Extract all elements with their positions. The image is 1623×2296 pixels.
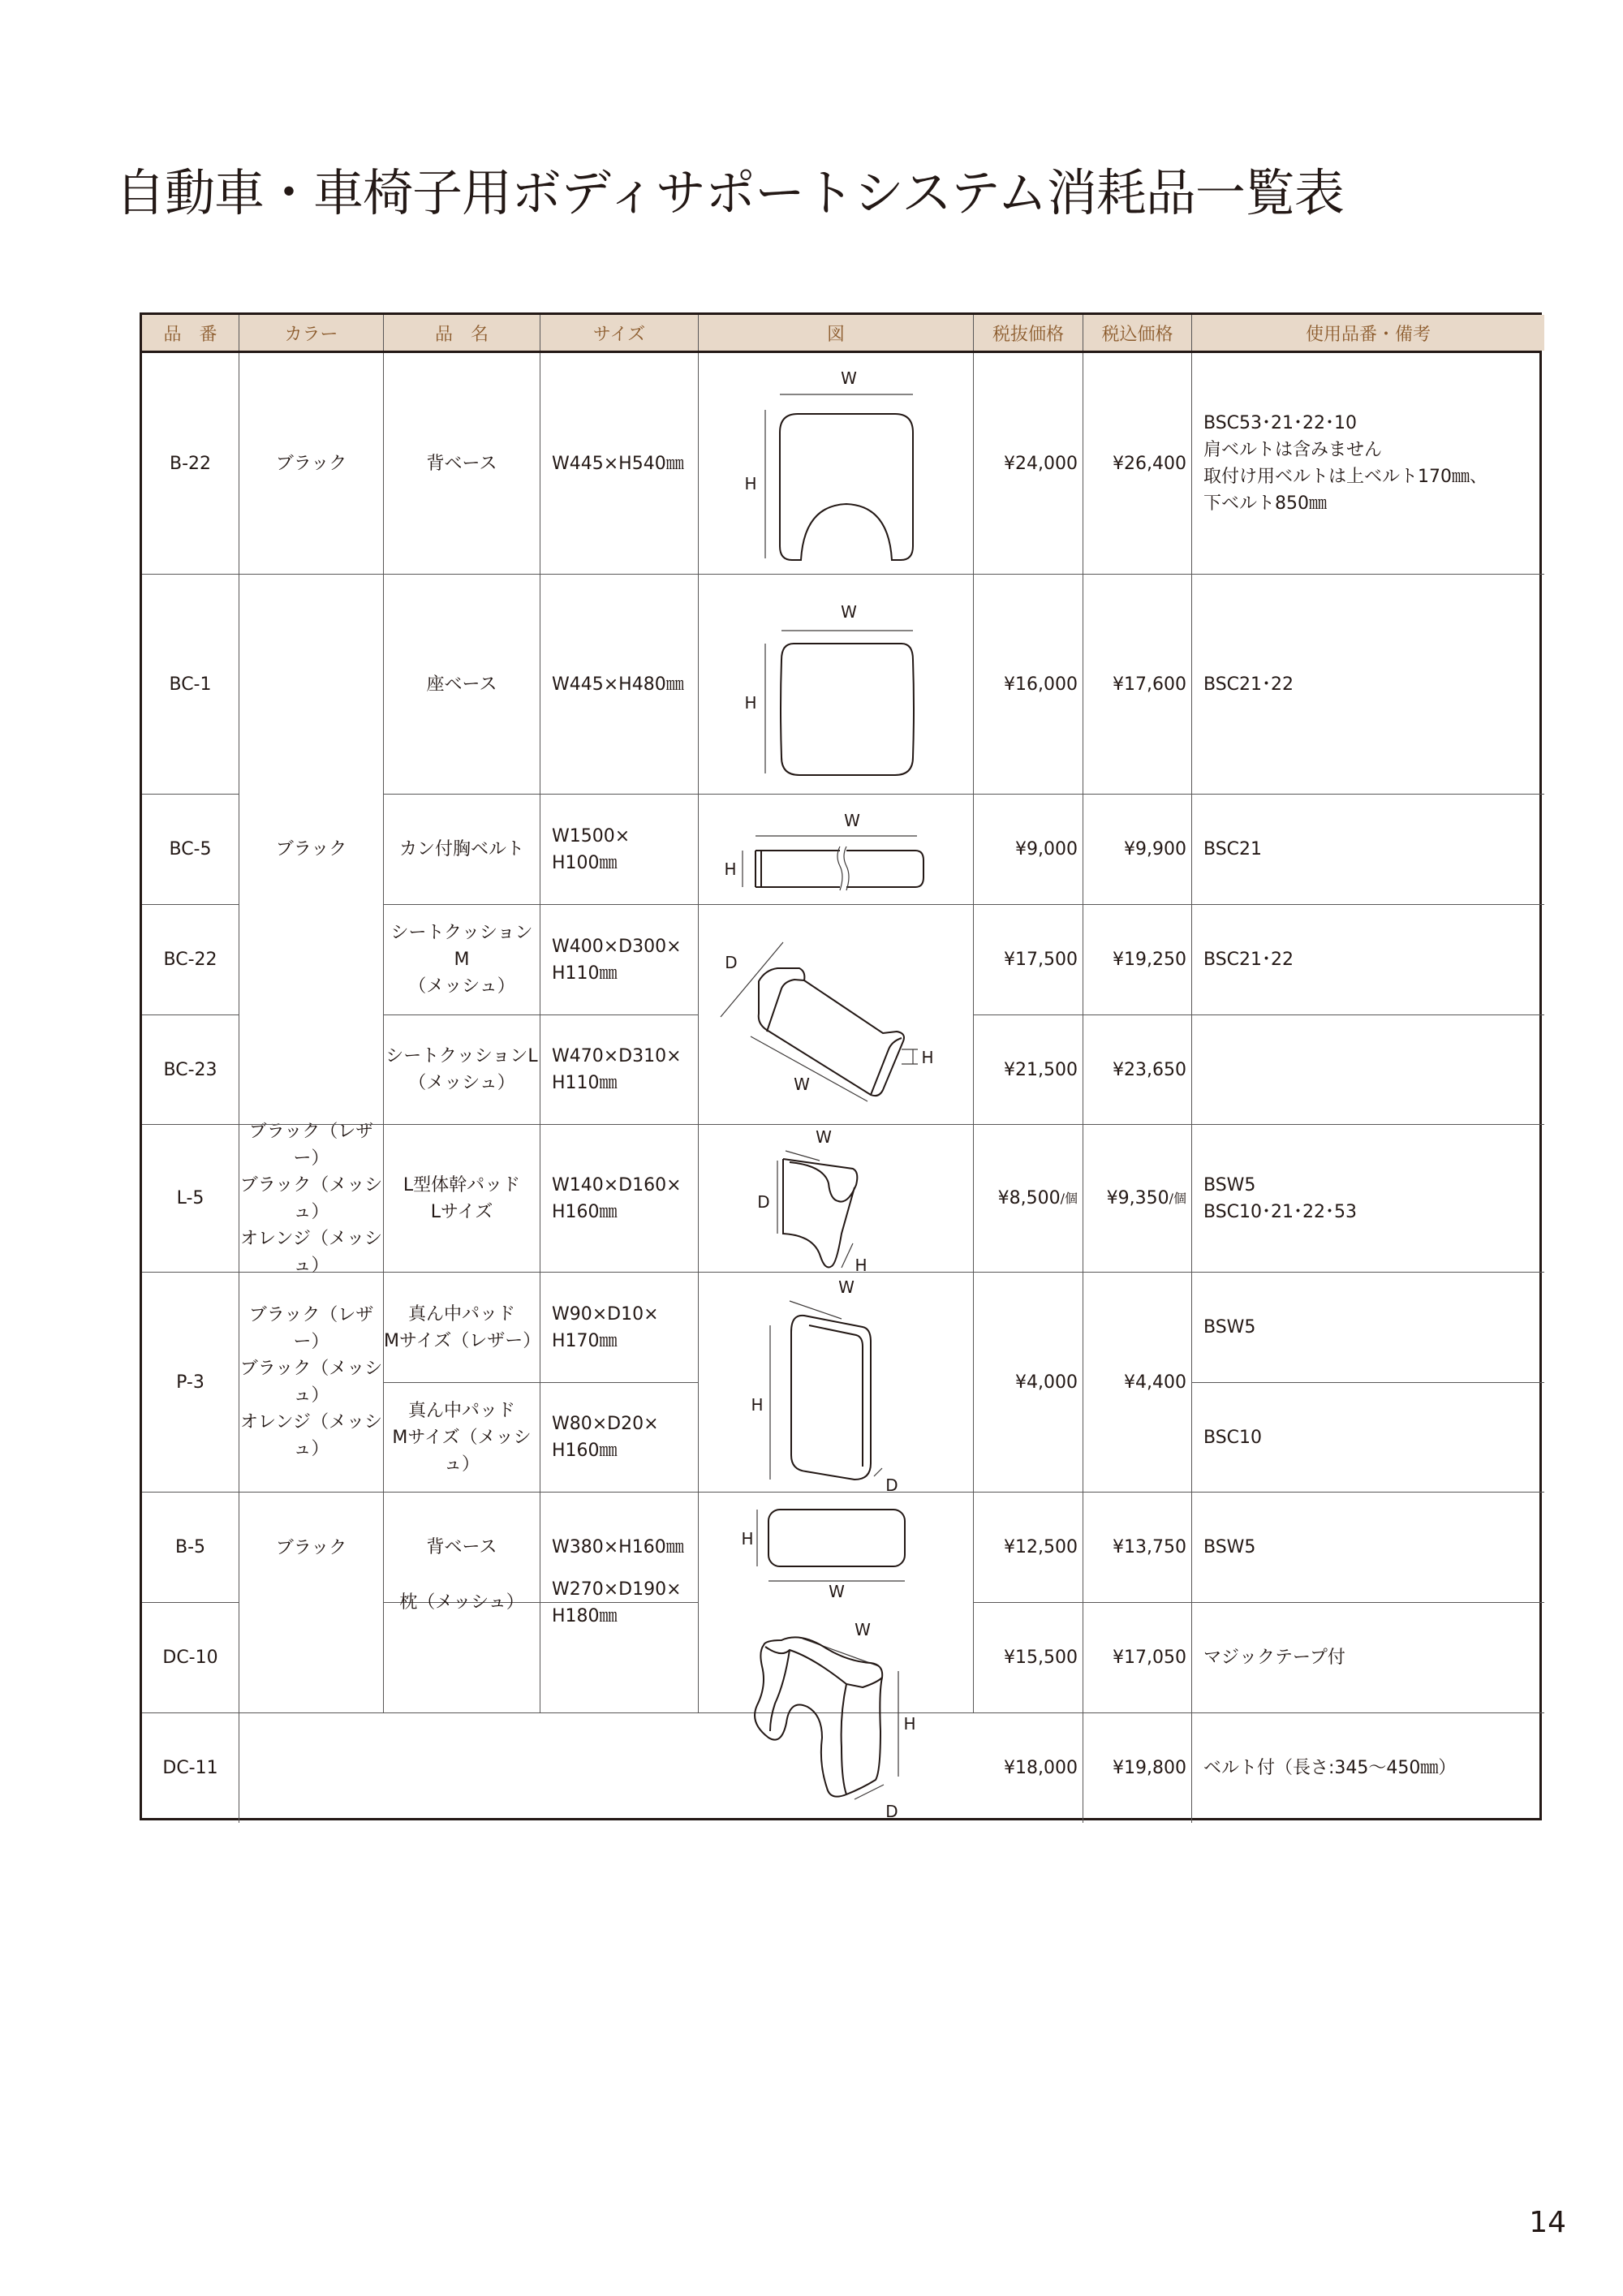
price-excl-tax: ¥8,500 xyxy=(997,1188,1061,1208)
product-name-line: カン付胸ベルト xyxy=(398,839,524,859)
product-name-cell xyxy=(384,1015,540,1125)
dimension-label: H xyxy=(724,859,737,879)
price-excl-tax: ¥4,000 xyxy=(1015,1372,1078,1393)
note-line: BSC21 xyxy=(1203,839,1263,859)
size-line: W380×H160㎜ xyxy=(552,1537,684,1557)
dimension-label: W xyxy=(841,368,857,388)
product-code: BC-23 xyxy=(163,1059,217,1080)
color-line: オレンジ（メッシュ） xyxy=(240,1412,382,1459)
price-incl-tax: ¥13,750 xyxy=(1113,1537,1186,1557)
price-incl-tax: ¥9,900 xyxy=(1124,839,1186,859)
product-name-lines xyxy=(384,1301,540,1355)
center-pad-outer xyxy=(791,1316,871,1480)
column-header: 品 番 xyxy=(142,315,239,351)
price-excl-tax-cell xyxy=(974,905,1083,1015)
price-incl-tax: ¥19,800 xyxy=(1113,1758,1186,1778)
size-line: H180㎜ xyxy=(552,1605,618,1626)
color-line: ブラック（レザー） xyxy=(248,1121,374,1169)
product-name-line: 枕（メッシュ） xyxy=(399,1592,524,1613)
product-name-cell xyxy=(384,575,540,795)
note-lines xyxy=(1203,410,1487,517)
note-cell xyxy=(1192,1603,1544,1713)
size-line: H160㎜ xyxy=(552,1201,618,1222)
price-excl-tax-cell xyxy=(974,575,1083,795)
size-lines xyxy=(552,1411,659,1464)
price-excl-tax: ¥21,500 xyxy=(1004,1059,1078,1080)
dimension-label: W xyxy=(794,1075,810,1094)
product-code-cell xyxy=(142,1015,239,1125)
price-incl-tax-cell xyxy=(1083,1273,1192,1493)
price-incl-tax-cell xyxy=(1083,1713,1192,1823)
price-excl-tax: ¥9,000 xyxy=(1015,839,1078,859)
dimension-label: H xyxy=(741,1529,754,1549)
product-code: BC-1 xyxy=(169,674,212,695)
color-line: ブラック（メッシュ） xyxy=(239,1359,383,1406)
color-line: ブラック（メッシュ） xyxy=(239,1174,383,1222)
product-name-line: Lサイズ xyxy=(430,1201,493,1222)
product-code: P-3 xyxy=(176,1372,204,1393)
price-excl-tax-cell xyxy=(974,353,1083,575)
column-header: 図 xyxy=(699,315,974,351)
product-code: B-22 xyxy=(169,453,212,474)
product-code-cell xyxy=(142,1493,239,1603)
note-lines xyxy=(1203,1755,1456,1781)
size-line: H100㎜ xyxy=(552,852,618,873)
product-code-cell xyxy=(142,1273,239,1493)
product-name-line: （メッシュ） xyxy=(408,976,515,997)
product-name-lines xyxy=(399,836,524,863)
product-name-cell xyxy=(384,795,540,905)
note-lines xyxy=(1203,1424,1262,1451)
product-code: BC-5 xyxy=(169,839,212,859)
note-lines xyxy=(1203,836,1262,863)
consumables-table xyxy=(140,312,1542,1820)
note-line: BSW5 xyxy=(1203,1174,1256,1195)
note-cell xyxy=(1192,1493,1544,1603)
product-code-cell xyxy=(142,353,239,575)
cushion-outline xyxy=(759,968,904,1096)
size-lines xyxy=(552,1043,682,1096)
product-name-line: Mサイズ（メッシュ） xyxy=(392,1427,532,1475)
break-mark xyxy=(837,846,849,890)
product-name-lines xyxy=(385,1043,537,1096)
price-excl-tax: ¥18,000 xyxy=(1004,1758,1078,1778)
product-name-line: （メッシュ） xyxy=(408,1073,515,1093)
note-lines xyxy=(1203,1314,1255,1341)
dimension-label: H xyxy=(903,1714,916,1734)
l-pad-shape xyxy=(783,1159,857,1268)
product-name-lines xyxy=(403,1172,520,1226)
dimension-label: H xyxy=(744,474,757,493)
product-code: DC-10 xyxy=(162,1648,218,1668)
product-name-line: 真ん中パッド xyxy=(407,1303,515,1325)
size-line: W90×D10× xyxy=(552,1303,659,1325)
dimension-label: H xyxy=(921,1048,934,1067)
column-header: カラー xyxy=(239,315,384,351)
small-back-base-diagram xyxy=(733,1500,944,1601)
note-cell xyxy=(1192,1383,1544,1493)
dimension-line xyxy=(786,1151,820,1161)
color-line: オレンジ（メッシュ） xyxy=(240,1228,382,1276)
color-line: ブラック（レザー） xyxy=(248,1305,374,1352)
size-line: W1500× xyxy=(552,825,631,846)
dimension-label: H xyxy=(744,693,757,713)
price-incl-tax-cell xyxy=(1083,1015,1192,1125)
product-name-line: 真ん中パッド xyxy=(407,1400,515,1421)
product-name-line: Mサイズ（レザー） xyxy=(384,1330,541,1351)
product-name-line: 背ベース xyxy=(426,1537,497,1557)
note-cell xyxy=(1192,905,1544,1015)
product-name-line: シートクッションM xyxy=(390,923,533,970)
note-lines xyxy=(1203,671,1294,698)
price-incl-tax-cell xyxy=(1083,1603,1192,1713)
size-cell xyxy=(540,1383,699,1493)
dimension-label: W xyxy=(841,602,857,622)
size-lines xyxy=(552,1172,682,1226)
product-code-cell xyxy=(142,575,239,795)
pillow-outline xyxy=(755,1637,882,1796)
price-excl-tax-cell xyxy=(974,1713,1083,1823)
dimension-label: W xyxy=(844,811,860,830)
dimension-label: W xyxy=(855,1620,871,1639)
note-cell xyxy=(1192,1273,1544,1383)
price-incl-tax: ¥17,600 xyxy=(1113,674,1186,695)
note-line: マジックテープ付 xyxy=(1203,1648,1345,1668)
size-line: H160㎜ xyxy=(552,1441,618,1461)
price-incl-tax: ¥19,250 xyxy=(1113,950,1186,970)
product-name-cell xyxy=(384,1125,540,1273)
center-pad-inner xyxy=(809,1325,863,1467)
dimension-label: D xyxy=(757,1192,770,1212)
product-code-cell xyxy=(142,1713,239,1823)
product-name-line: 座ベース xyxy=(426,674,497,695)
product-code-cell xyxy=(142,1125,239,1273)
size-lines xyxy=(552,933,682,987)
note-lines xyxy=(1203,1534,1255,1561)
dimension-label: W xyxy=(838,1277,855,1297)
price-unit: /個 xyxy=(1169,1190,1186,1206)
page-number: 14 xyxy=(1529,2206,1566,2239)
seat-base-diagram xyxy=(733,603,944,790)
note-line: BSC10･21･22･53 xyxy=(1203,1201,1358,1222)
product-name-lines xyxy=(427,671,497,698)
note-lines xyxy=(1203,1644,1345,1671)
note-cell xyxy=(1192,1015,1544,1125)
size-cell xyxy=(540,795,699,905)
product-name-line: シートクッションL xyxy=(385,1046,538,1066)
dimension-label: W xyxy=(816,1127,832,1147)
column-header: 税抜価格 xyxy=(974,315,1083,351)
product-code: DC-11 xyxy=(162,1758,218,1778)
note-lines xyxy=(1203,1172,1357,1226)
dimension-label: D xyxy=(725,953,738,972)
chest-belt-diagram xyxy=(717,806,952,895)
color-cell xyxy=(239,575,384,1125)
color-lines xyxy=(239,1118,383,1279)
price-incl-tax: ¥4,400 xyxy=(1124,1372,1186,1393)
back-base-shape xyxy=(780,414,913,560)
note-cell xyxy=(1192,353,1544,575)
product-name-lines xyxy=(427,450,497,477)
dimension-label: D xyxy=(885,1475,898,1495)
price-incl-tax-cell xyxy=(1083,575,1192,795)
belt-shape xyxy=(756,851,923,887)
note-cell xyxy=(1192,1125,1544,1273)
dimension-label: W xyxy=(829,1582,845,1601)
price-incl-tax: ¥17,050 xyxy=(1113,1648,1186,1668)
size-cell xyxy=(540,1015,699,1125)
price-incl-tax: ¥9,350 xyxy=(1106,1188,1169,1208)
seat-base-shape xyxy=(781,644,914,775)
price-excl-tax: ¥15,500 xyxy=(1004,1648,1078,1668)
price-incl-tax-cell xyxy=(1083,353,1192,575)
center-pad-diagram xyxy=(733,1277,944,1495)
size-line: W140×D160× xyxy=(552,1174,682,1195)
price-incl-tax: ¥26,400 xyxy=(1113,453,1186,474)
back-base-diagram xyxy=(733,368,944,571)
price-unit: /個 xyxy=(1060,1190,1078,1206)
dimension-label: H xyxy=(751,1395,764,1415)
note-line: BSC10 xyxy=(1203,1427,1263,1448)
product-code: B-5 xyxy=(174,1537,206,1557)
size-cell xyxy=(540,1125,699,1273)
dimension-line xyxy=(855,1785,884,1799)
note-line: 肩ベルトは含みません xyxy=(1203,440,1383,460)
product-code: L-5 xyxy=(176,1188,204,1208)
product-code-cell xyxy=(142,795,239,905)
size-cell xyxy=(540,575,699,795)
size-line: H110㎜ xyxy=(552,1073,618,1093)
column-header: 税込価格 xyxy=(1083,315,1192,351)
product-name-cell xyxy=(384,1383,540,1493)
product-name-cell xyxy=(384,1273,540,1383)
size-lines xyxy=(552,671,684,698)
note-line: 下ベルト850㎜ xyxy=(1203,493,1327,514)
price-excl-tax-cell xyxy=(974,795,1083,905)
column-header: 使用品番・備考 xyxy=(1192,315,1544,351)
size-line: W400×D300× xyxy=(552,936,682,957)
dimension-line xyxy=(874,1468,882,1476)
price-excl-tax-cell xyxy=(974,1493,1083,1603)
price-incl-tax-cell xyxy=(1083,1125,1192,1273)
note-cell xyxy=(1192,1713,1544,1823)
color: ブラック xyxy=(275,839,347,859)
price-excl-tax-cell xyxy=(974,1603,1083,1713)
price-incl-tax-cell xyxy=(1083,905,1192,1015)
product-name-line: L型体幹パッド xyxy=(403,1174,521,1195)
size-line: W470×D310× xyxy=(552,1046,682,1066)
price-incl-tax: ¥23,650 xyxy=(1113,1059,1186,1080)
product-name-cell xyxy=(384,905,540,1015)
seat-cushion-diagram xyxy=(708,928,968,1114)
small-back-base-shape xyxy=(768,1510,905,1566)
l-pad-diagram xyxy=(741,1126,903,1273)
size-line: H170㎜ xyxy=(552,1330,618,1351)
product-name-cell xyxy=(384,1493,540,1713)
note-line: BSW5 xyxy=(1203,1317,1256,1338)
price-incl-tax-cell xyxy=(1083,1493,1192,1603)
page-title: 自動車・車椅子用ボディサポートシステム消耗品一覧表 xyxy=(115,163,1344,222)
note-line: BSC21･22 xyxy=(1203,950,1294,970)
column-header: サイズ xyxy=(540,315,699,351)
size-cell xyxy=(540,1273,699,1383)
size-line: W445×H540㎜ xyxy=(552,453,684,474)
size-cell xyxy=(540,1493,699,1713)
note-lines xyxy=(1203,946,1294,973)
product-code: BC-22 xyxy=(163,950,217,970)
note-line: BSW5 xyxy=(1203,1537,1256,1557)
cushion-edge xyxy=(767,980,902,1095)
dimension-line xyxy=(842,1243,853,1268)
product-name-lines xyxy=(399,1589,524,1616)
dimension-label: D xyxy=(885,1802,898,1821)
column-header: 品 名 xyxy=(384,315,540,351)
size-line: W270×D190× xyxy=(552,1579,682,1600)
size-lines xyxy=(552,1301,659,1355)
color-cell xyxy=(239,1383,384,1713)
note-line: ベルト付（長さ:345～450㎜） xyxy=(1203,1758,1457,1778)
color: ブラック xyxy=(275,1537,347,1558)
size-cell xyxy=(540,353,699,575)
product-name-lines xyxy=(384,1398,540,1478)
price-excl-tax: ¥24,000 xyxy=(1004,453,1078,474)
note-line: BSC21･22 xyxy=(1203,674,1294,695)
size-lines xyxy=(552,1576,682,1630)
product-name-line: 背ベース xyxy=(426,453,497,474)
size-line: H110㎜ xyxy=(552,963,618,984)
note-cell xyxy=(1192,575,1544,795)
price-excl-tax: ¥17,500 xyxy=(1004,950,1078,970)
size-cell xyxy=(540,905,699,1015)
pillow-diagram xyxy=(733,1618,944,1820)
price-excl-tax: ¥12,500 xyxy=(1004,1537,1078,1557)
note-cell xyxy=(1192,795,1544,905)
size-lines xyxy=(552,823,630,877)
color-cell xyxy=(239,1121,384,1276)
dimension-label: H xyxy=(855,1256,867,1275)
price-excl-tax-cell xyxy=(974,1273,1083,1493)
product-code-cell xyxy=(142,1603,239,1713)
size-line: W80×D20× xyxy=(552,1414,659,1434)
size-lines xyxy=(552,450,684,477)
color-cell xyxy=(239,353,384,575)
price-excl-tax-cell xyxy=(974,1015,1083,1125)
product-name-lines xyxy=(384,920,540,1000)
note-line: 取付け用ベルトは上ベルト170㎜、 xyxy=(1203,467,1487,487)
product-code-cell xyxy=(142,905,239,1015)
price-excl-tax-cell xyxy=(974,1125,1083,1273)
size-line: W445×H480㎜ xyxy=(552,674,684,695)
note-line: BSC53･21･22･10 xyxy=(1203,413,1358,433)
color: ブラック xyxy=(275,453,347,474)
price-incl-tax-cell xyxy=(1083,795,1192,905)
price-excl-tax: ¥16,000 xyxy=(1004,674,1078,695)
product-name-cell xyxy=(384,353,540,575)
